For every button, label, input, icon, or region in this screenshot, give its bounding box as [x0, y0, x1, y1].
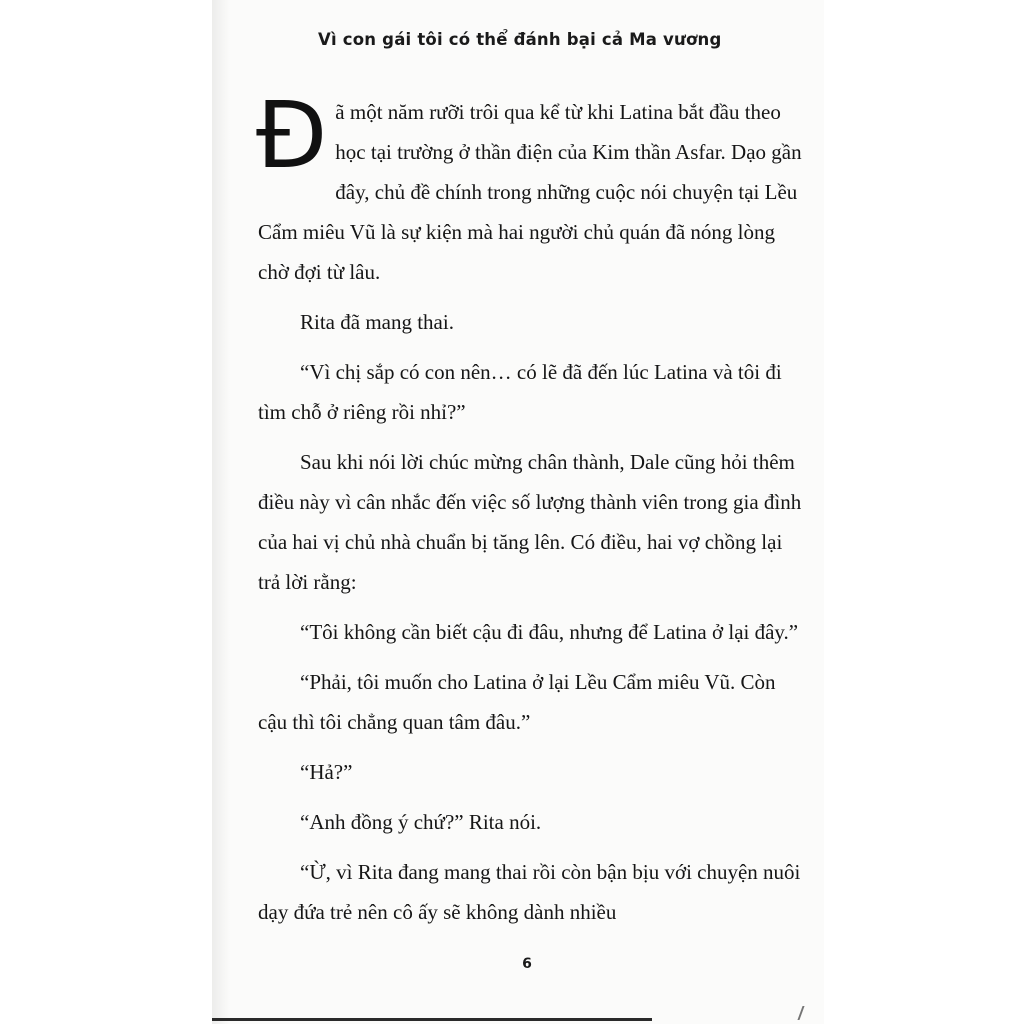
paragraph: “Tôi không cần biết cậu đi đâu, nhưng để Latina ở lại đây.” — [300, 620, 799, 644]
paragraph-text: ã một năm rưỡi trôi qua kể từ khi Latina bắt đầu theo học tại trường ở thần điện của Kim thần Asfar. Dạo gần đây, chủ đề chính trong những cuộc nói chuyện tại Lều Cẩm miêu Vũ là sự kiện mà hai người chủ quán đã nóng lòng chờ đợi từ lâu. — [258, 100, 802, 284]
paragraph: “Hả?” — [300, 760, 353, 784]
body-text — [256, 82, 803, 942]
paragraph: Sau khi nói lời chúc mừng chân thành, Dale cũng hỏi thêm điều này vì cân nhắc đến việc số lượng thành viên trong gia đình của hai vị chủ nhà chuẩn bị tăng lên. Có điều, hai vợ chồng lại trả lời rằng: — [258, 450, 802, 594]
running-head: Vì con gái tôi có thể đánh bại cả Ma vương — [318, 30, 722, 49]
gutter-shadow — [212, 0, 230, 1024]
paragraph — [256, 82, 803, 292]
paragraph: “Anh đồng ý chứ?” Rita nói. — [300, 810, 542, 834]
paragraph: “Ừ, vì Rita đang mang thai rồi còn bận bịu với chuyện nuôi dạy đứa trẻ nên cô ấy sẽ không dành nhiều — [258, 860, 801, 924]
bottom-edge-shadow — [212, 1018, 652, 1021]
drop-cap: Đ — [256, 82, 328, 189]
paragraph: “Phải, tôi muốn cho Latina ở lại Lều Cẩm miêu Vũ. Còn cậu thì tôi chẳng quan tâm đâu.” — [258, 670, 776, 734]
paragraph: “Vì chị sắp có con nên… có lẽ đã đến lúc Latina và tôi đi tìm chỗ ở riêng rồi nhỉ?” — [258, 360, 782, 424]
paragraph: Rita đã mang thai. — [300, 310, 454, 334]
page-number: 6 — [522, 956, 532, 972]
